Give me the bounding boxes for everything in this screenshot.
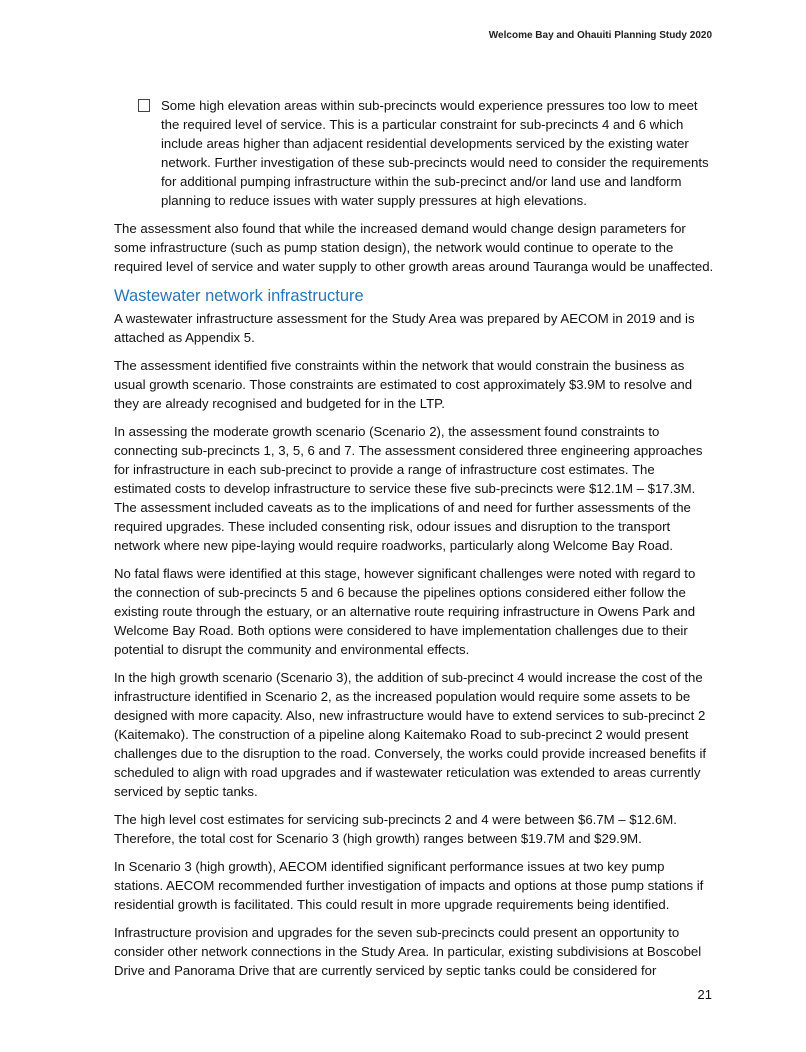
paragraph: The assessment also found that while the increased demand would change design parameters for some infrastructure (such as pump station design), the network would continue to operate to the required level of service and water supply to other growth areas around Tauranga would be unaffected. — [114, 221, 714, 274]
bullet-box-icon — [138, 99, 150, 112]
running-header: Welcome Bay and Ohauiti Planning Study 2020 — [488, 30, 712, 41]
section-heading: Wastewater network infrastructure — [114, 287, 364, 305]
paragraph: No fatal flaws were identified at this stage, however significant challenges were noted with regard to the connection of sub-precincts 5 and 6 because the pipelines options considered either follow the existing route through the estuary, or an alternative route requiring infrastructure in Owens Park and Welcome Bay Road. Both options were considered to have implementation challenges due to their potential to disrupt the community and environmental effects. — [114, 566, 696, 657]
paragraph: The high level cost estimates for servicing sub-precincts 2 and 4 were between $6.7M – $12.6M. Therefore, the total cost for Scenario 3 (high growth) ranges between $19.7M and $29.9M. — [114, 812, 677, 846]
paragraph: The assessment identified five constraints within the network that would constrain the business as usual growth scenario. Those constraints are estimated to cost approximately $3.9M to resolve and they are already recognised and budgeted for in the LTP. — [114, 358, 693, 411]
page-body — [114, 96, 714, 989]
page-number: 21 — [697, 987, 712, 1002]
paragraph: In assessing the moderate growth scenario (Scenario 2), the assessment found constraints to connecting sub-precincts 1, 3, 5, 6 and 7. The assessment considered three engineering approaches for infrastructure in each sub-precinct to provide a range of infrastructure cost estimates. The estimated costs to develop infrastructure to service these five sub-precincts were $12.1M – $17.3M. The assessment included caveats as to the implications of and need for further assessments of the required upgrades. These included consenting risk, odour issues and disruption to the transport network where new pipe-laying would require roadworks, particularly along Welcome Bay Road. — [114, 424, 703, 553]
bullet-item — [114, 96, 714, 210]
paragraph: In Scenario 3 (high growth), AECOM identified significant performance issues at two key pump stations. AECOM recommended further investigation of impacts and options at those pump stations if residential growth is facilitated. This could result in more upgrade requirements being identified. — [114, 859, 704, 912]
bullet-text: Some high elevation areas within sub-precincts would experience pressures too low to meet the required level of service. This is a particular constraint for sub-precincts 4 and 6 which include areas higher than adjacent residential developments serviced by the existing water network. Further investigation of these sub-precincts would need to consider the requirements for additional pumping infrastructure within the sub-precinct and/or land use and landform planning to reduce issues with water supply pressures at high elevations. — [161, 98, 709, 208]
paragraph: In the high growth scenario (Scenario 3), the addition of sub-precinct 4 would increase the cost of the infrastructure identified in Scenario 2, as the increased population would require some assets to be designed with more capacity. Also, new infrastructure would have to extend services to sub-precinct 2 (Kaitemako). The construction of a pipeline along Kaitemako Road to sub-precinct 2 would present challenges due to the disruption to the road. Conversely, the works could provide increased benefits if scheduled to align with road upgrades and if wastewater reticulation was extended to areas currently serviced by septic tanks. — [114, 670, 707, 799]
paragraph: Infrastructure provision and upgrades for the seven sub-precincts could present an opportunity to consider other network connections in the Study Area. In particular, existing subdivisions at Boscobel Drive and Panorama Drive that are currently serviced by septic tanks could be considered for — [114, 925, 702, 978]
paragraph: A wastewater infrastructure assessment for the Study Area was prepared by AECOM in 2019 and is attached as Appendix 5. — [114, 311, 695, 345]
